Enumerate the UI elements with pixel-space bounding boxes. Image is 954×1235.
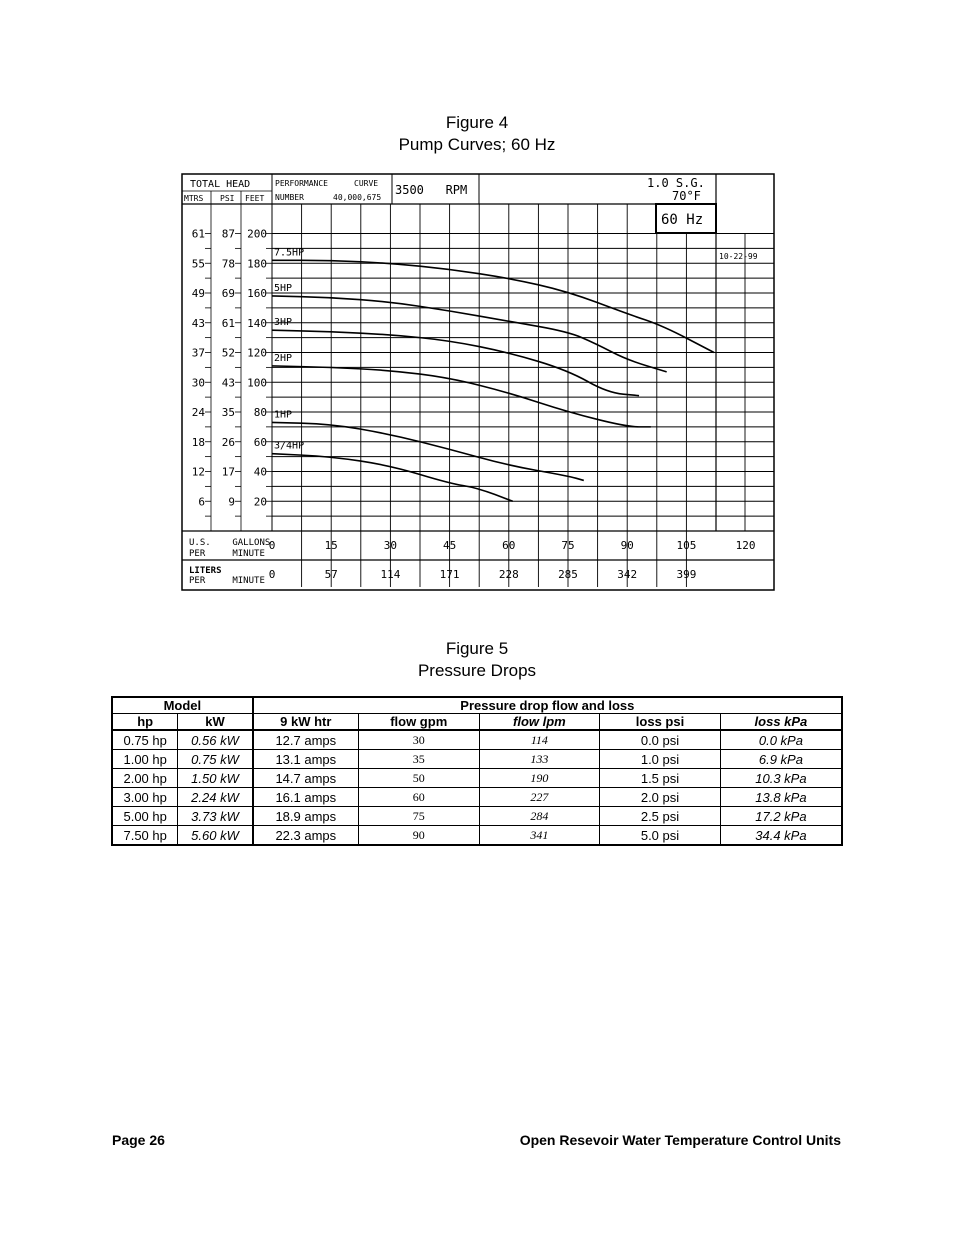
curve-label: 3/4HP bbox=[274, 440, 305, 452]
curve-label: 3HP bbox=[274, 317, 293, 329]
amps-cell: 16.1 amps bbox=[253, 788, 359, 807]
flow-lpm-cell: 284 bbox=[479, 807, 600, 826]
hp-cell: 3.00 hp bbox=[112, 788, 178, 807]
table-row bbox=[112, 750, 842, 769]
col-amps-header: 9 kW htr bbox=[253, 714, 359, 731]
flow-lpm-cell: 341 bbox=[479, 826, 600, 846]
table-row bbox=[112, 807, 842, 826]
x-tick-gpm: 15 bbox=[324, 539, 338, 552]
table-row bbox=[112, 769, 842, 788]
x-tick-gpm: 45 bbox=[442, 539, 457, 552]
flow-lpm-cell: 227 bbox=[479, 788, 600, 807]
y-tick-psi: 35 bbox=[221, 406, 235, 419]
temperature-label: 70°F bbox=[672, 189, 701, 203]
figure-5-caption bbox=[0, 638, 954, 682]
x-tick-lpm: 399 bbox=[676, 568, 697, 581]
flow-lpm-cell: 190 bbox=[479, 769, 600, 788]
x-tick-gpm: 75 bbox=[561, 539, 575, 552]
y-tick-feet: 120 bbox=[247, 346, 267, 360]
flow-gpm-cell: 35 bbox=[358, 750, 479, 769]
y-tick-psi: 17 bbox=[221, 465, 235, 479]
x-tick-lpm: 285 bbox=[558, 568, 578, 581]
y-tick-feet: 60 bbox=[253, 435, 267, 449]
kw-cell: 5.60 kW bbox=[178, 826, 253, 846]
loss-psi-cell: 5.0 psi bbox=[600, 826, 721, 846]
x-tick-gpm: 105 bbox=[676, 539, 697, 552]
loss-psi-cell: 0.0 psi bbox=[600, 730, 721, 750]
loss-kpa-cell: 34.4 kPa bbox=[720, 826, 842, 846]
performance-label: PERFORMANCE bbox=[275, 179, 328, 188]
flow-lpm-cell: 133 bbox=[479, 750, 600, 769]
total-head-label: TOTAL HEAD bbox=[190, 179, 251, 190]
pressure-drop-table bbox=[111, 696, 843, 846]
y-tick-psi: 26 bbox=[221, 435, 235, 449]
x-tick-lpm: 0 bbox=[268, 568, 276, 581]
kw-cell: 0.56 kW bbox=[178, 730, 253, 750]
table-row bbox=[112, 826, 842, 846]
flow-gpm-cell: 75 bbox=[358, 807, 479, 826]
x-tick-lpm: 171 bbox=[439, 568, 460, 581]
flow-gpm-cell: 60 bbox=[358, 788, 479, 807]
y-tick-mtrs: 24 bbox=[191, 406, 205, 419]
flow-gpm-cell: 90 bbox=[358, 826, 479, 846]
y-tick-mtrs: 12 bbox=[191, 465, 205, 479]
curve-label: CURVE bbox=[354, 179, 379, 188]
curve-label: 2HP bbox=[274, 352, 293, 364]
x-tick-lpm: 228 bbox=[498, 568, 519, 581]
loss-kpa-cell: 10.3 kPa bbox=[720, 769, 842, 788]
amps-cell: 18.9 amps bbox=[253, 807, 359, 826]
figure-4-caption bbox=[0, 112, 954, 156]
number-label: NUMBER bbox=[275, 193, 304, 202]
col-hp-header: hp bbox=[112, 714, 178, 731]
lpm-axis-label-1: LITERS bbox=[189, 566, 222, 576]
y-tick-mtrs: 61 bbox=[191, 227, 205, 241]
x-tick-gpm: 30 bbox=[383, 539, 398, 552]
y-tick-psi: 87 bbox=[221, 227, 235, 241]
curve-label: 1HP bbox=[274, 409, 293, 421]
loss-kpa-cell: 6.9 kPa bbox=[720, 750, 842, 769]
curve-label: 5HP bbox=[274, 282, 293, 294]
kw-cell: 0.75 kW bbox=[178, 750, 253, 769]
col-kw-header: kW bbox=[178, 714, 253, 731]
loss-psi-cell: 2.0 psi bbox=[600, 788, 721, 807]
loss-kpa-cell: 13.8 kPa bbox=[720, 788, 842, 807]
kw-cell: 3.73 kW bbox=[178, 807, 253, 826]
y-tick-psi: 69 bbox=[221, 287, 235, 300]
y-tick-psi: 52 bbox=[221, 346, 235, 360]
loss-psi-cell: 1.5 psi bbox=[600, 769, 721, 788]
y-tick-psi: 9 bbox=[228, 495, 235, 509]
y-tick-feet: 100 bbox=[247, 376, 267, 390]
y-tick-mtrs: 43 bbox=[191, 316, 205, 330]
x-tick-gpm: 90 bbox=[620, 539, 634, 552]
loss-psi-cell: 2.5 psi bbox=[600, 807, 721, 826]
hp-cell: 1.00 hp bbox=[112, 750, 178, 769]
y-tick-mtrs: 18 bbox=[191, 435, 205, 449]
y-tick-psi: 78 bbox=[221, 257, 235, 271]
flow-gpm-cell: 30 bbox=[358, 730, 479, 750]
document-title: Open Resevoir Water Temperature Control Units bbox=[519, 1132, 841, 1148]
amps-cell: 12.7 amps bbox=[253, 730, 359, 750]
x-tick-gpm: 60 bbox=[502, 539, 516, 552]
y-tick-feet: 160 bbox=[247, 287, 267, 300]
psi-col-label: PSI bbox=[220, 194, 235, 203]
hp-cell: 2.00 hp bbox=[112, 769, 178, 788]
y-tick-mtrs: 30 bbox=[191, 376, 205, 390]
loss-kpa-cell: 0.0 kPa bbox=[720, 730, 842, 750]
loss-kpa-cell: 17.2 kPa bbox=[720, 807, 842, 826]
col-loss-kpa-header: loss kPa bbox=[720, 714, 842, 731]
x-tick-lpm: 114 bbox=[380, 568, 401, 581]
x-tick-lpm: 57 bbox=[324, 568, 338, 581]
curve-label: 7.5HP bbox=[274, 247, 305, 259]
mtrs-col-label: MTRS bbox=[184, 194, 204, 203]
y-tick-feet: 140 bbox=[247, 316, 267, 330]
hp-cell: 7.50 hp bbox=[112, 826, 178, 846]
y-tick-psi: 43 bbox=[221, 376, 235, 390]
table-column-header-row bbox=[112, 714, 842, 731]
flow-lpm-cell: 114 bbox=[479, 730, 600, 750]
y-tick-psi: 61 bbox=[221, 316, 235, 330]
table-row bbox=[112, 788, 842, 807]
gpm-axis-label-2: PER MINUTE bbox=[189, 549, 265, 559]
figure-5-subtitle: Pressure Drops bbox=[417, 661, 537, 680]
col-flow-gpm-header: flow gpm bbox=[358, 714, 479, 731]
lpm-axis-label-2: PER MINUTE bbox=[189, 576, 265, 586]
amps-cell: 22.3 amps bbox=[253, 826, 359, 846]
y-tick-feet: 40 bbox=[253, 465, 267, 479]
hp-cell: 5.00 hp bbox=[112, 807, 178, 826]
y-tick-mtrs: 49 bbox=[191, 287, 205, 300]
y-tick-mtrs: 55 bbox=[191, 257, 205, 271]
flow-gpm-cell: 50 bbox=[358, 769, 479, 788]
x-tick-gpm: 120 bbox=[735, 539, 756, 552]
y-tick-feet: 20 bbox=[253, 495, 267, 509]
loss-psi-cell: 1.0 psi bbox=[600, 750, 721, 769]
pump-curve-chart bbox=[181, 173, 775, 591]
figure-5-title: Figure 5 bbox=[445, 639, 509, 658]
pressure-group-header: Pressure drop flow and loss bbox=[253, 697, 842, 714]
y-tick-feet: 180 bbox=[247, 257, 267, 271]
table-row bbox=[112, 730, 842, 750]
y-tick-mtrs: 37 bbox=[191, 346, 205, 360]
y-tick-feet: 200 bbox=[247, 227, 267, 241]
x-tick-gpm: 0 bbox=[268, 539, 276, 552]
kw-cell: 2.24 kW bbox=[178, 788, 253, 807]
y-tick-feet: 80 bbox=[253, 406, 267, 419]
rpm-label: 3500 RPM bbox=[395, 183, 468, 197]
figure-4-subtitle: Pump Curves; 60 Hz bbox=[398, 135, 556, 154]
figure-4-title: Figure 4 bbox=[445, 113, 509, 132]
amps-cell: 13.1 amps bbox=[253, 750, 359, 769]
table-group-header-row bbox=[112, 697, 842, 714]
curve-number-value: 40,000,675 bbox=[333, 193, 382, 202]
feet-col-label: FEET bbox=[245, 194, 265, 203]
col-flow-lpm-header: flow lpm bbox=[479, 714, 600, 731]
col-loss-psi-header: loss psi bbox=[600, 714, 721, 731]
date-label: 10-22-99 bbox=[719, 252, 758, 261]
hz-label: 60 Hz bbox=[661, 212, 704, 228]
kw-cell: 1.50 kW bbox=[178, 769, 253, 788]
y-tick-mtrs: 6 bbox=[198, 495, 205, 509]
model-group-header: Model bbox=[112, 697, 253, 714]
gpm-axis-label-1: U.S. GALLONS bbox=[189, 538, 271, 548]
amps-cell: 14.7 amps bbox=[253, 769, 359, 788]
hp-cell: 0.75 hp bbox=[112, 730, 178, 750]
page-number: Page 26 bbox=[112, 1132, 165, 1148]
x-tick-lpm: 342 bbox=[617, 568, 638, 581]
specific-gravity-label: 1.0 S.G. bbox=[647, 176, 705, 190]
